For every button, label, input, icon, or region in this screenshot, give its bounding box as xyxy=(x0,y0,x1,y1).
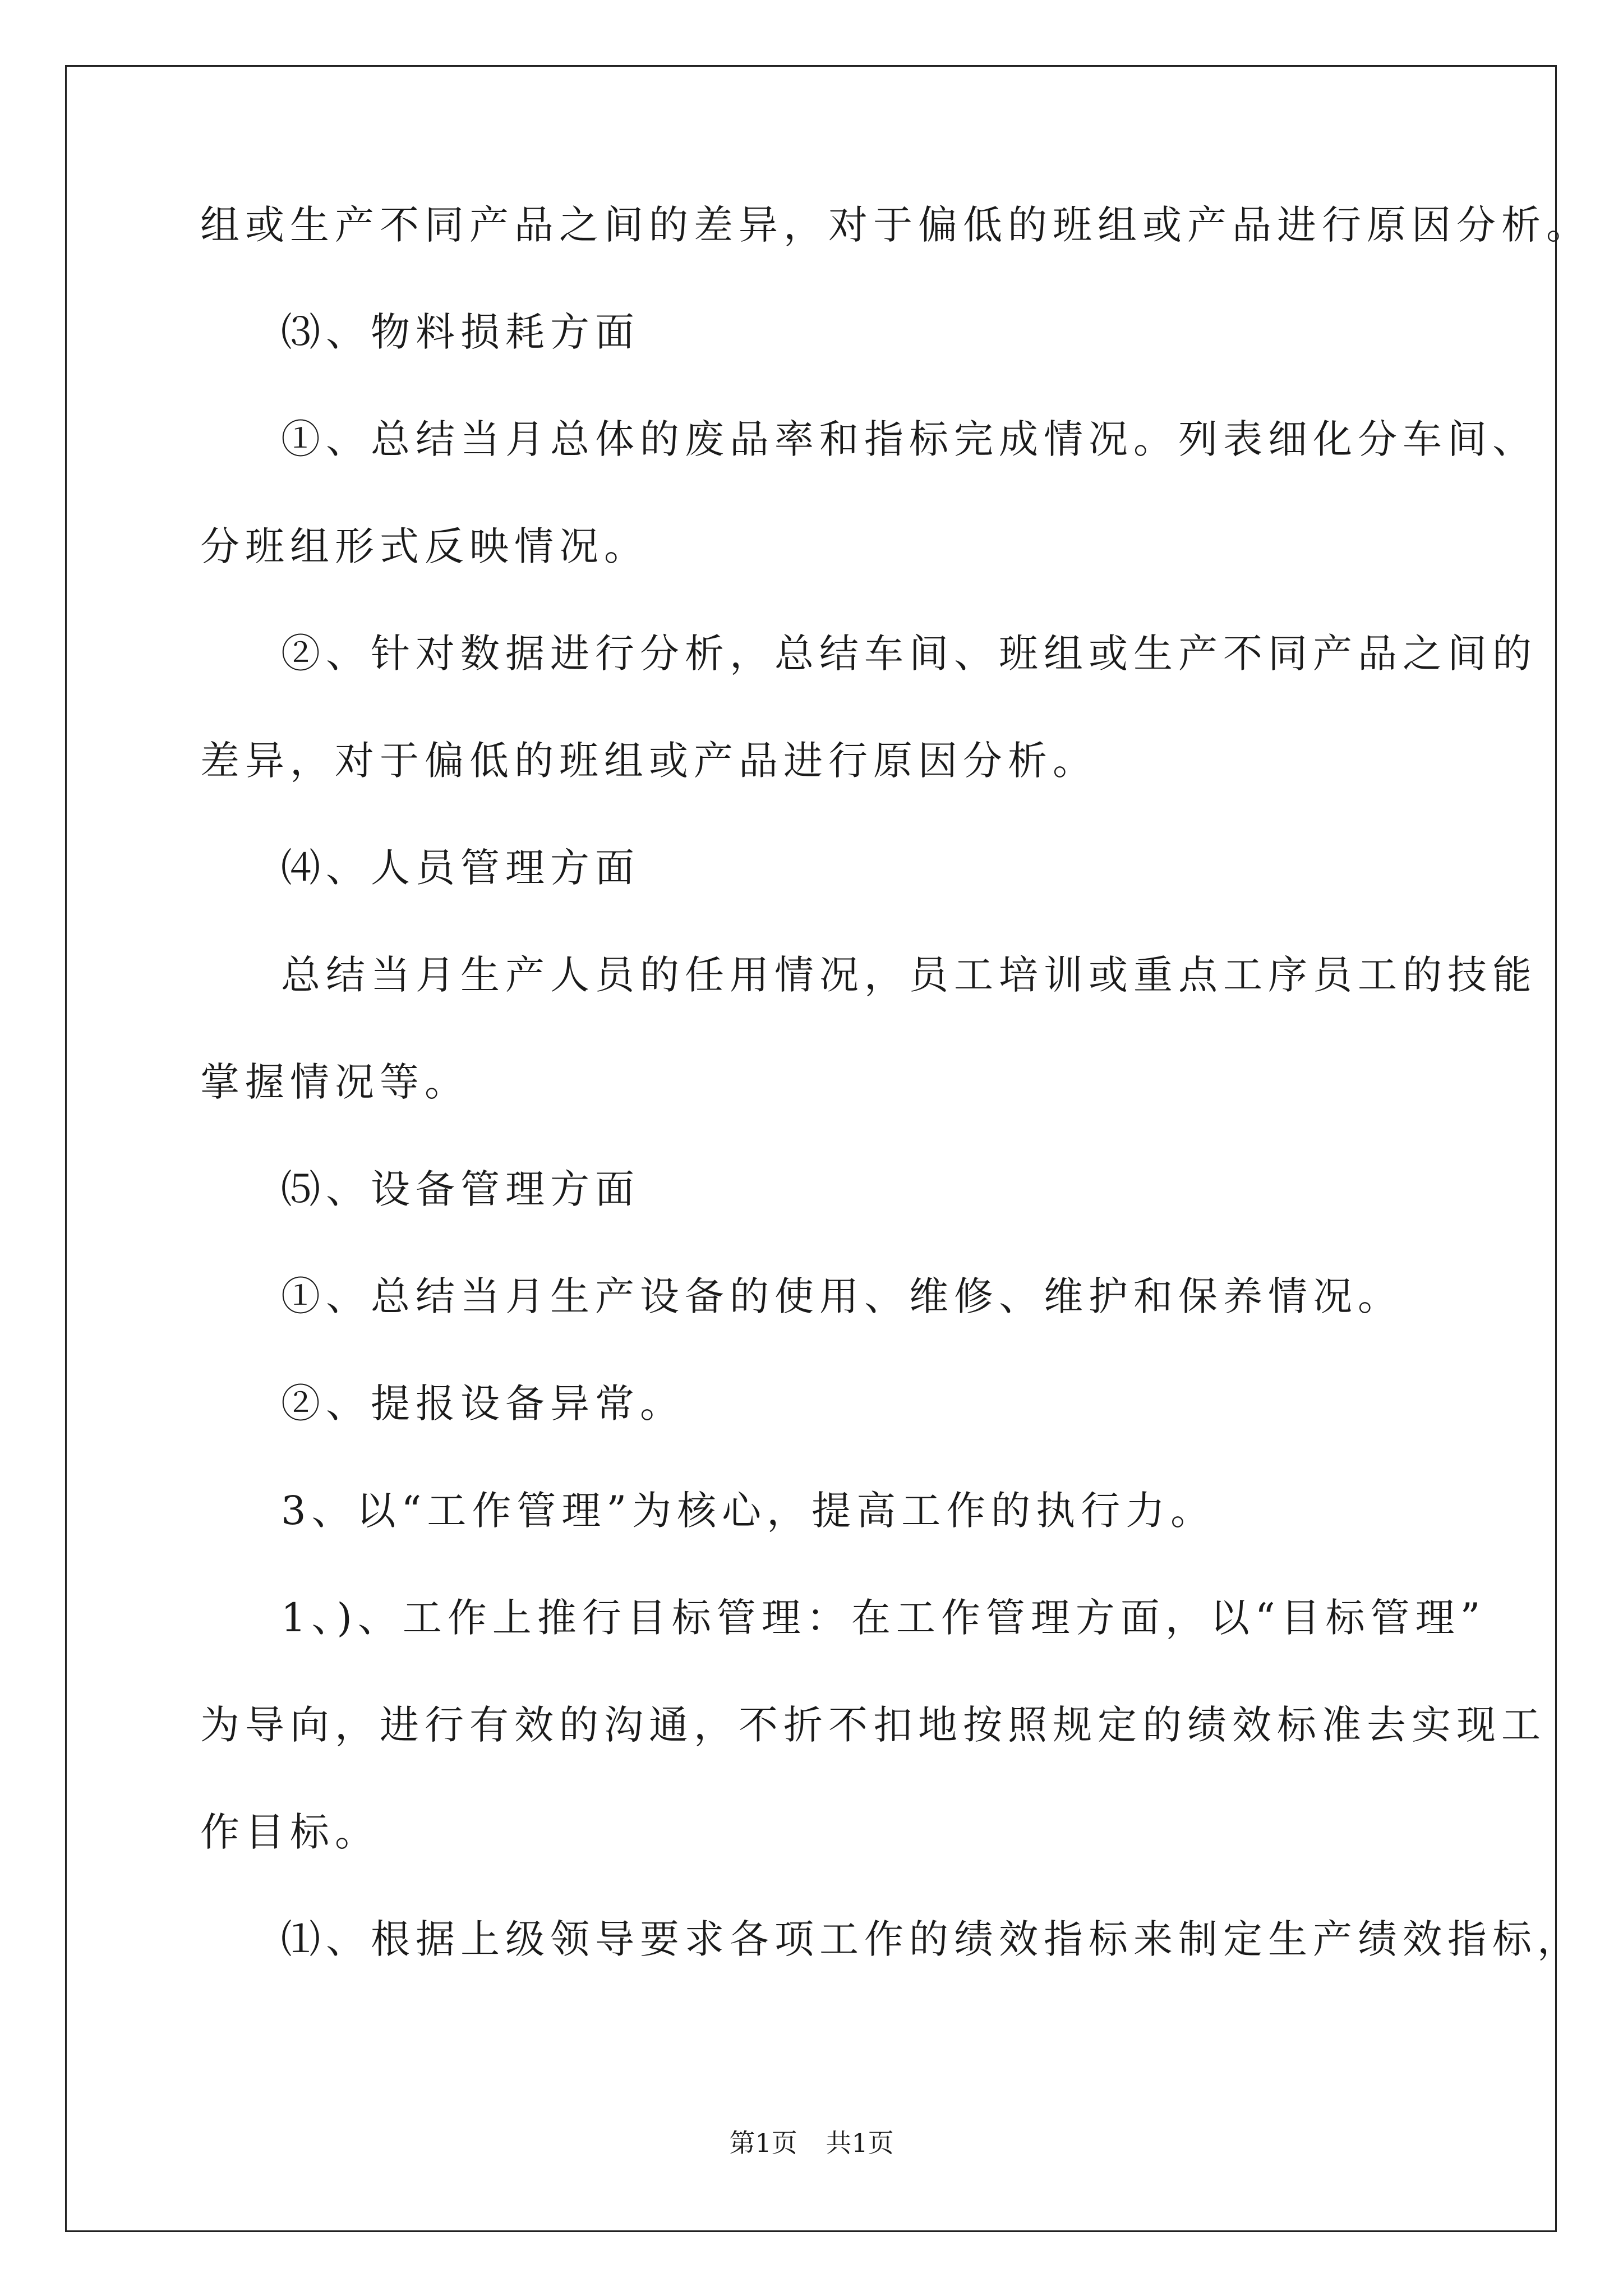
paragraph-line: 总结当月生产人员的任用情况，员工培训或重点工序员工的技能 xyxy=(281,952,1537,998)
paragraph-line: ⑴、根据上级领导要求各项工作的绩效指标来制定生产绩效指标， xyxy=(281,1916,1582,1962)
section-heading: ⑷、人员管理方面 xyxy=(281,845,640,891)
paragraph-line: 差异，对于偏低的班组或产品进行原因分析。 xyxy=(200,738,1098,784)
section-heading: 3、以“工作管理”为核心，提高工作的执行力。 xyxy=(281,1488,1216,1534)
section-heading: ⑸、设备管理方面 xyxy=(281,1166,640,1212)
paragraph-line: ②、提报设备异常。 xyxy=(281,1381,685,1427)
page-border xyxy=(65,65,1557,2232)
paragraph-line: 组或生产不同产品之间的差异，对于偏低的班组或产品进行原因分析。 xyxy=(200,202,1591,248)
paragraph-line: 掌握情况等。 xyxy=(200,1059,469,1105)
page-footer xyxy=(0,2123,1623,2160)
paragraph-line: ①、总结当月总体的废品率和指标完成情况。列表细化分车间、 xyxy=(281,416,1537,462)
page-total: 共1页 xyxy=(826,2128,894,2158)
page-number: 第1页 xyxy=(729,2128,797,2158)
paragraph-line: 为导向，进行有效的沟通，不折不扣地按照规定的绩效标准去实现工 xyxy=(200,1702,1546,1748)
paragraph-line: ②、针对数据进行分析，总结车间、班组或生产不同产品之间的 xyxy=(281,631,1537,677)
paragraph-line: 1、)、工作上推行目标管理：在工作管理方面，以“目标管理” xyxy=(281,1595,1486,1641)
paragraph-line: 作目标。 xyxy=(200,1809,380,1855)
section-heading: ⑶、物料损耗方面 xyxy=(281,309,640,355)
paragraph-line: ①、总结当月生产设备的使用、维修、维护和保养情况。 xyxy=(281,1273,1403,1319)
paragraph-line: 分班组形式反映情况。 xyxy=(200,523,649,569)
